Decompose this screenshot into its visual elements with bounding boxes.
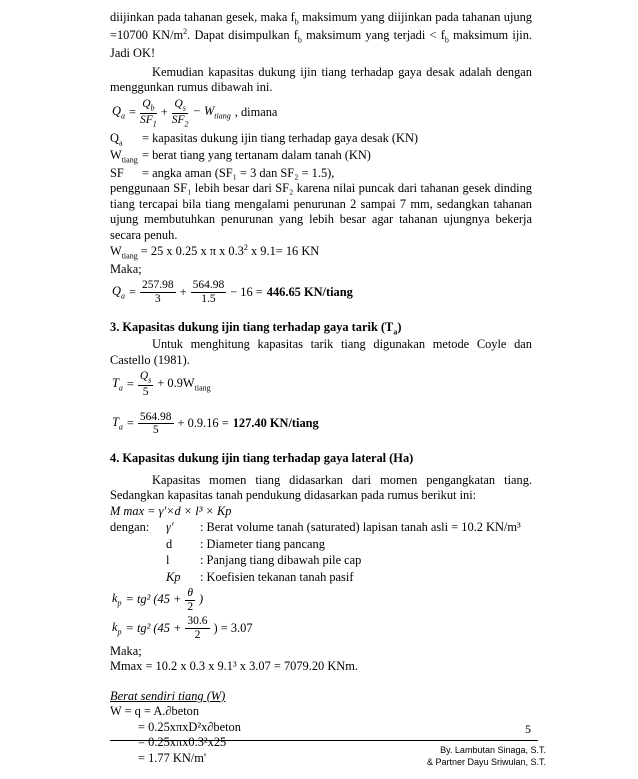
- section-4-paragraph: Kapasitas momen tiang didasarkan dari momen pengangkatan tiang. Sedangkan kapasitas tanah pendukung didasarkan pada rumus berikut ini:: [110, 472, 532, 503]
- qa-calculation: $Q_a$ = $\frac{257.98}{3}$ + $\frac{564.98}{1.5}$ − 16 = 446.65 KN/tiang: [112, 279, 353, 305]
- w-line: = 1.77 KN/m': [138, 750, 207, 765]
- variable-row: Kp : Koefisien tekanan tanah pasif: [166, 569, 354, 584]
- footer-divider: [110, 740, 538, 741]
- definition-row: $Q_a$ = kapasitas dukung ijin tiang terhadap gaya desak (KN): [110, 130, 419, 148]
- formula-qa: $Q_a$ = $\frac{Q_b}{SF_1}$ + $\frac{Q_s}{SF_2}$ − $W_{tiang}$ , dimana: [112, 97, 278, 128]
- variable-row: d : Diameter tiang pancang: [166, 536, 325, 551]
- section-4-title: 4. Kapasitas dukung ijin tiang terhadap gaya lateral (Ha): [110, 451, 414, 466]
- w-line: W = q = A.∂beton: [110, 704, 200, 719]
- maka-label: Maka;: [110, 261, 142, 276]
- section-3-paragraph: Untuk menghitung kapasitas tarik tiang digunakan metode Coyle dan Castello (1981).: [110, 337, 532, 367]
- w-line: = 0.25xπxD²x∂beton: [138, 719, 241, 734]
- footer-partner: & Partner Dayu Sriwulan, S.T.: [426, 757, 546, 768]
- definitions: [110, 131, 532, 181]
- kp-calculation: $k_p$ = tg² (45 + $\frac{30.6}{2}$ ) = 3.07: [112, 615, 253, 641]
- intro-paragraph: diijinkan pada tahanan gesek, maka $f_b$ maksimum yang diijinkan pada tahanan ujung =10700 $KN/m^2$. Dapat disimpulkan $f_b$ maksimum yang terjadi < $f_b$ maksimum ijin. Jadi OK!: [110, 10, 532, 61]
- page-number: 5: [525, 722, 531, 736]
- capacity-paragraph: Kemudian kapasitas dukung ijin tiang terhadap gaya desak adalah dengan menggunkan rumus dibawah ini.: [110, 64, 532, 95]
- document-body: [110, 10, 532, 766]
- formula-ta: $T_a$ = $\frac{Q_s}{5}$ + $0.9W_{tiang}$: [112, 370, 211, 399]
- footer: [427, 744, 546, 768]
- definition-row: $W_{tiang}$ = berat tiang yang tertanam dalam tanah (KN): [110, 148, 371, 165]
- footer-author: By. Lambutan Sinaga, S.T.: [440, 745, 546, 755]
- variable-row: l : Panjang tiang dibawah pile cap: [166, 553, 362, 568]
- berat-sendiri-title: Berat sendiri tiang (W): [110, 688, 226, 703]
- variable-row: dengan: γ' : Berat volume tanah (saturated) lapisan tanah asli = 10.2 KN/m³: [110, 520, 521, 535]
- wtiang-line: $W_{tiang} = 25$ x 0.25 x π x $0.3^2$ x 9.1= 16 KN: [110, 243, 320, 261]
- w-line: = 0.25xπx0.3²x25: [138, 735, 227, 750]
- sf-explanation: penggunaan SF₁ lebih besar dari SF₂ karena nilai puncak dari tahanan gesek dinding tiang tercapai bila tiang mengalami penurunan 2 sampai 7 mm, sedangkan tahanan ujung membutuhkan penurunan yang lebih besar agar tahanan ujungnya bekerja secara penuh.: [110, 181, 532, 242]
- mmax-result: Mmax = 10.2 x 0.3 x 9.1³ x 3.07 = 7079.20 KNm.: [110, 659, 358, 674]
- definition-row: SF = angka aman (SF₁ = 3 dan SF₂ = 1.5),: [110, 165, 335, 180]
- mmax-formula: M max = γ'×d × l³ × Kp: [110, 503, 232, 518]
- maka-label: Maka;: [110, 643, 142, 658]
- kp-formula: $k_p$ = tg² (45 + $\frac{\theta}{2}$ ): [112, 587, 204, 613]
- ta-calculation: $T_a$ = $\frac{564.98}{5}$ + 0.9.16 = 127.40 KN/tiang: [112, 410, 319, 437]
- section-3-title: 3. Kapasitas dukung ijin tiang terhadap gaya tarik $(T_a)$: [110, 319, 402, 337]
